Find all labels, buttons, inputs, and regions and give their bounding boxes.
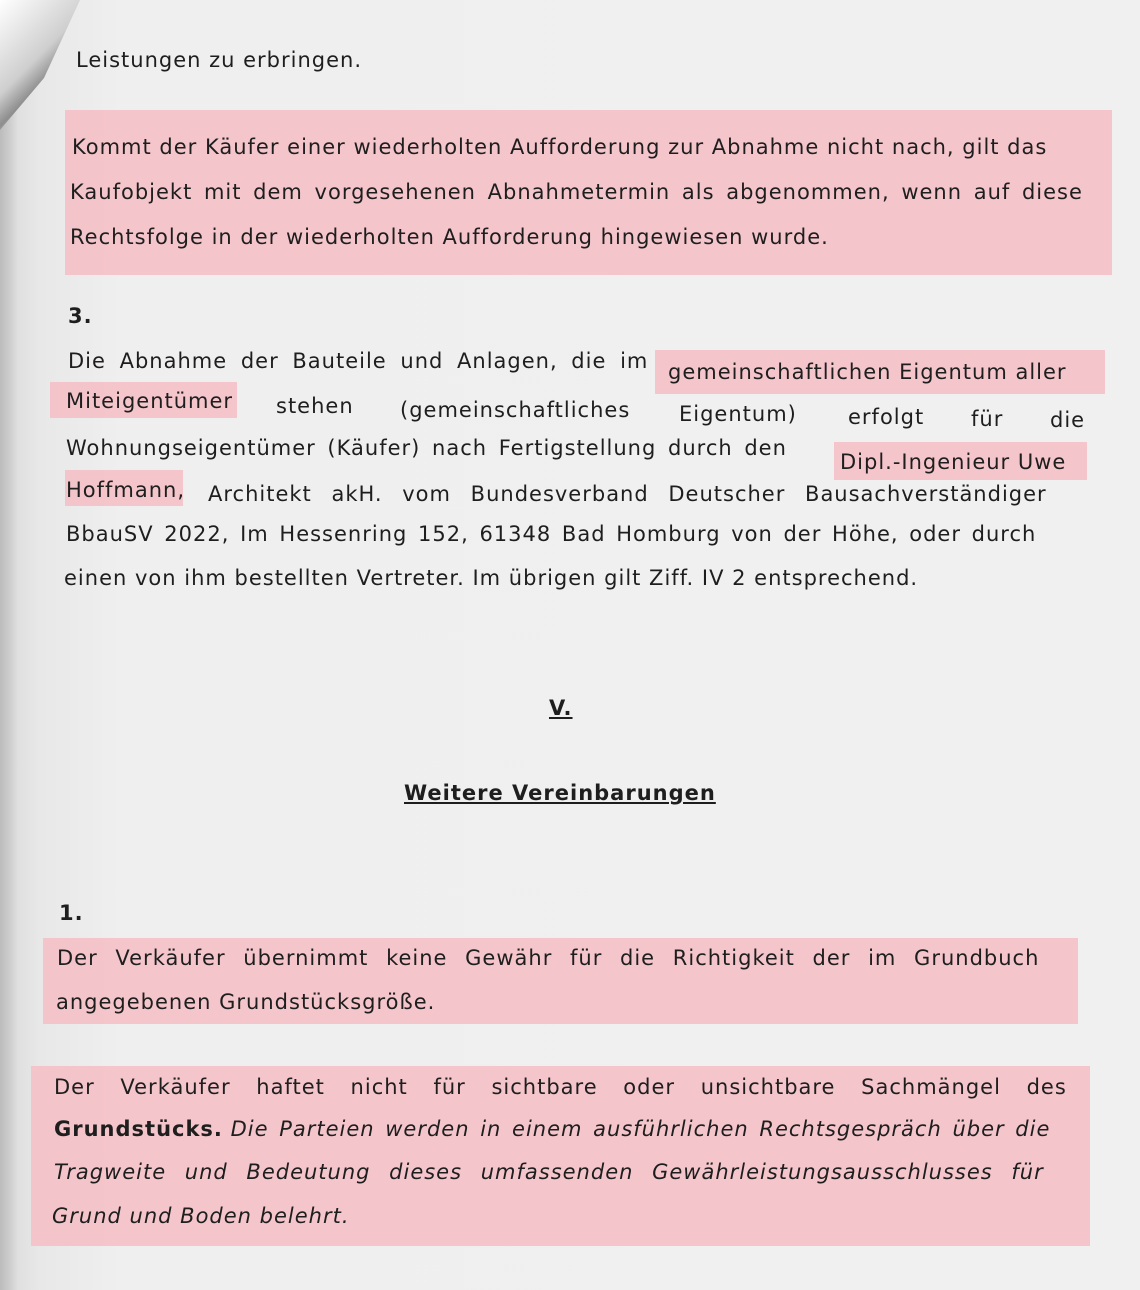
s3-line-2e: erfolgt xyxy=(848,405,925,429)
s3-line-2a: Miteigentümer xyxy=(66,389,234,413)
s3-line-4a: Hoffmann, xyxy=(66,478,186,502)
s3-line-1b: gemeinschaftlichen Eigentum aller xyxy=(668,360,1067,384)
s3-line-1a: Die Abnahme der Bauteile und Anlagen, die im xyxy=(68,349,649,373)
s3-line-2d: Eigentum) xyxy=(679,402,797,426)
v1-line-2: angegebenen Grundstücksgröße. xyxy=(56,990,436,1014)
v2-line-2-bold: Grundstücks. xyxy=(54,1117,223,1141)
item-number-3: 3. xyxy=(68,304,93,328)
s3-line-4b: Architekt akH. vom Bundesverband Deutscher Bausachverständiger xyxy=(208,482,1047,506)
v2-line-2-italic: Die Parteien werden in einem ausführlichen Rechtsgespräch über die xyxy=(230,1117,1051,1141)
p1-line-3: Rechtsfolge in der wiederholten Aufforderung hingewiesen wurde. xyxy=(70,225,829,249)
p1-line-1-text: Kommt der Käufer einer wiederholten Aufforderung zur Abnahme nicht nach, gilt das xyxy=(72,135,1048,159)
v1-line-1: Der Verkäufer übernimmt keine Gewähr für die Richtigkeit der im Grundbuch xyxy=(57,946,1040,970)
v2-line-2 xyxy=(54,1117,1050,1141)
s3-line-2c: (gemeinschaftliches xyxy=(400,398,631,422)
s3-line-2f: für xyxy=(971,407,1004,431)
item-number-1: 1. xyxy=(59,901,84,925)
continuation-text: Leistungen zu erbringen. xyxy=(76,48,363,72)
s3-line-6: einen von ihm bestellten Vertreter. Im übrigen gilt Ziff. IV 2 entsprechend. xyxy=(64,566,919,590)
s3-line-3b: Dipl.-Ingenieur Uwe xyxy=(840,450,1067,474)
s3-line-5: BbauSV 2022, Im Hessenring 152, 61348 Bad Homburg von der Höhe, oder durch xyxy=(66,522,1037,546)
p1-line-2: Kaufobjekt mit dem vorgesehenen Abnahmetermin als abgenommen, wenn auf diese xyxy=(70,180,1083,204)
v2-line-4: Grund und Boden belehrt. xyxy=(52,1204,350,1228)
section-numeral: V. xyxy=(549,696,573,720)
section-title: Weitere Vereinbarungen xyxy=(404,781,716,805)
p1-line-1 xyxy=(72,135,1089,159)
v2-line-1: Der Verkäufer haftet nicht für sichtbare oder unsichtbare Sachmängel des xyxy=(54,1075,1067,1099)
v2-line-3: Tragweite und Bedeutung dieses umfassenden Gewährleistungsausschlusses für xyxy=(54,1160,1044,1184)
s3-line-3a: Wohnungseigentümer (Käufer) nach Fertigstellung durch den xyxy=(66,436,787,460)
s3-line-2b: stehen xyxy=(276,394,354,418)
s3-line-2g: die xyxy=(1050,408,1086,432)
page-edge-shadow xyxy=(0,90,18,1290)
